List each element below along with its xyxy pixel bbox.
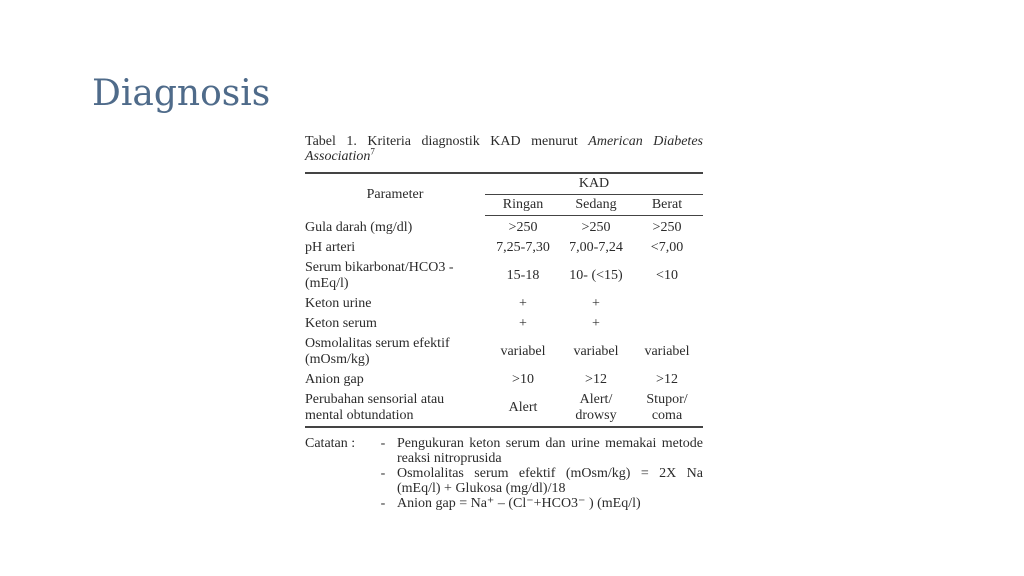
column-header-berat: Berat <box>631 195 703 216</box>
value-cell-sedang: + <box>592 296 600 311</box>
table-body <box>305 216 703 428</box>
note-dash: - <box>380 466 386 481</box>
note-text: Osmolalitas serum efektif (mOsm/kg) = 2X Na (mEq/l) + Glukosa (mg/dl)/18 <box>397 466 703 496</box>
column-header-sedang: Sedang <box>561 195 631 216</box>
table-row <box>305 216 703 239</box>
note-dash: - <box>380 436 386 451</box>
table-figure <box>305 134 703 511</box>
parameter-cell: Keton urine <box>305 296 372 311</box>
parameter-cell: pH arteri <box>305 240 356 255</box>
parameter-cell: Keton serum <box>305 316 377 331</box>
value-cell-sedang: variabel <box>573 344 619 359</box>
slide-title: Diagnosis <box>92 73 271 114</box>
table-row <box>305 258 703 294</box>
kad-group-header: KAD <box>485 173 703 195</box>
value-cell-berat: Stupor/ coma <box>631 390 703 427</box>
value-cell-berat: variabel <box>644 344 690 359</box>
table-caption <box>305 134 703 164</box>
value-cell-sedang: 7,00-7,24 <box>569 240 623 255</box>
table-row <box>305 314 703 334</box>
note-row <box>305 466 703 496</box>
table-row <box>305 390 703 427</box>
value-cell-berat: <10 <box>656 268 678 283</box>
parameter-header: Parameter <box>305 173 485 216</box>
value-cell-berat <box>631 294 703 314</box>
parameter-cell: Perubahan sensorial atau mental obtundation <box>305 390 485 427</box>
value-cell-berat <box>631 314 703 334</box>
value-cell-sedang: 10- (<15) <box>569 268 623 283</box>
value-cell-ringan: variabel <box>500 344 546 359</box>
table-row <box>305 370 703 390</box>
value-cell-sedang: >250 <box>581 220 611 235</box>
value-cell-sedang: >12 <box>585 372 607 387</box>
value-cell-ringan: >250 <box>508 220 538 235</box>
note-text: Anion gap = Na⁺ – (Cl⁻+HCO3⁻ ) (mEq/l) <box>397 496 641 511</box>
value-cell-berat: <7,00 <box>650 240 684 255</box>
value-cell-ringan: >10 <box>512 372 534 387</box>
value-cell-ringan: 15-18 <box>506 268 540 283</box>
value-cell-ringan: + <box>519 296 527 311</box>
note-text: Pengukuran keton serum dan urine memakai metode reaksi nitroprusida <box>397 436 703 466</box>
parameter-cell: Gula darah (mg/dl) <box>305 219 413 235</box>
value-cell-ringan: + <box>519 316 527 331</box>
criteria-table <box>305 172 703 428</box>
parameter-cell: Anion gap <box>305 372 364 387</box>
value-cell-sedang: + <box>592 316 600 331</box>
value-cell-berat: >12 <box>656 372 678 387</box>
note-dash: - <box>380 496 386 511</box>
value-cell-ringan: Alert <box>485 390 561 427</box>
caption-text: Tabel 1. Kriteria diagnostik KAD menurut <box>305 134 589 149</box>
column-header-ringan: Ringan <box>485 195 561 216</box>
table-row <box>305 238 703 258</box>
note-row <box>305 436 703 466</box>
value-cell-sedang: Alert/ drowsy <box>561 390 631 427</box>
value-cell-ringan: 7,25-7,30 <box>496 240 550 255</box>
notes-section <box>305 436 703 511</box>
parameter-cell: Osmolalitas serum efektif (mOsm/kg) <box>305 336 450 367</box>
notes-label: Catatan : <box>305 436 356 451</box>
table-row <box>305 334 703 370</box>
note-row <box>305 496 703 511</box>
parameter-cell: Serum bikarbonat/HCO3 - (mEq/l) <box>305 260 454 291</box>
table-row <box>305 294 703 314</box>
caption-superscript: 7 <box>370 146 375 157</box>
caption-italic: American Diabetes Association <box>305 134 703 164</box>
value-cell-berat: >250 <box>652 220 682 235</box>
